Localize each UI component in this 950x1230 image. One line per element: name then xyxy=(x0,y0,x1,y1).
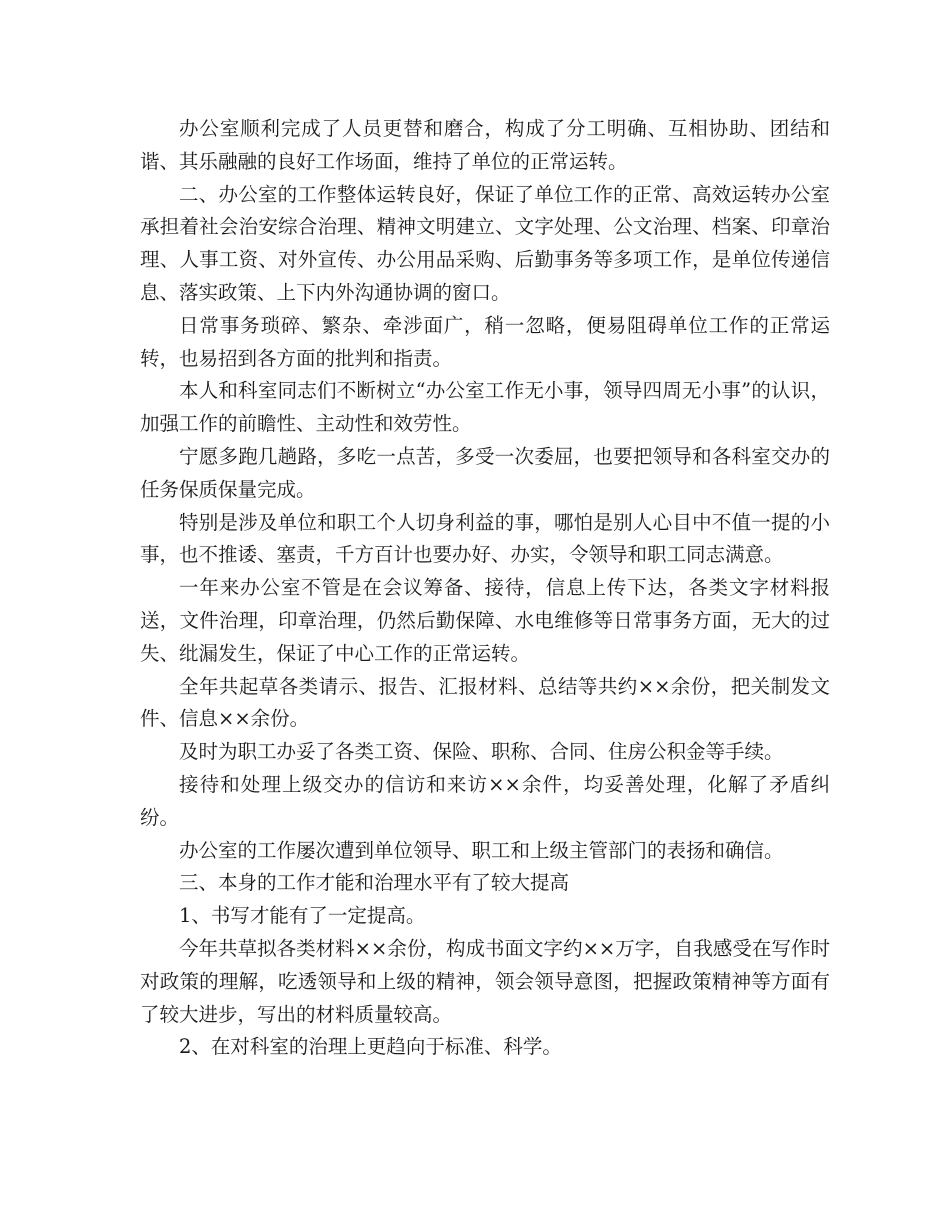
paragraph: 今年共草拟各类材料××余份，构成书面文字约××万字，自我感受在写作时对政策的理解，吃透领导和上级的精神，领会领导意图，把握政策精神等方面有了较大进步，写出的材料质量较高。 xyxy=(140,936,830,1026)
paragraph: 及时为职工办妥了各类工资、保险、职称、合同、住房公积金等手续。 xyxy=(179,740,784,764)
section-heading: 三、本身的工作才能和治理水平有了较大提高 xyxy=(179,871,570,895)
paragraph: 办公室的工作屡次遭到单位领导、职工和上级主管部门的表扬和确信。 xyxy=(179,838,784,862)
paragraph: 日常事务琐碎、繁杂、牵涉面广，稍一忽略，便易阻碍单位工作的正常运转，也易招到各方面的批判和指责。 xyxy=(140,313,830,370)
paragraph: 特别是涉及单位和职工个人切身利益的事，哪怕是别人心目中不值一提的小事，也不推诿、塞责，千方百计也要办好、办实，令领导和职工同志满意。 xyxy=(140,510,830,567)
paragraph: 一年来办公室不管是在会议筹备、接待，信息上传下达，各类文字材料报送，文件治理，印章治理，仍然后勤保障、水电维修等日常事务方面，无大的过失、纰漏发生，保证了中心工作的正常运转。 xyxy=(140,576,830,665)
paragraph: 宁愿多跑几趟路，多吃一点苦，多受一次委屈，也要把领导和各科室交办的任务保质保量完成。 xyxy=(140,444,830,501)
paragraph: 本人和科室同志们不断树立“办公室工作无小事，领导四周无小事”的认识，加强工作的前瞻性、主动性和效劳性。 xyxy=(140,379,830,436)
document-body xyxy=(140,113,830,1064)
paragraph: 办公室顺利完成了人员更替和磨合，构成了分工明确、互相协助、团结和谐、其乐融融的良好工作场面，维持了单位的正常运转。 xyxy=(140,117,830,173)
paragraph: 接待和处理上级交办的信访和来访××余件，均妥善处理，化解了矛盾纠纷。 xyxy=(140,772,830,829)
paragraph: 二、办公室的工作整体运转良好，保证了单位工作的正常、高效运转办公室承担着社会治安综合治理、精神文明建立、文字处理、公文治理、档案、印章治理、人事工资、对外宣传、办公用品采购、后勤事务等多项工作，是单位传递信息、落实政策、上下内外沟通协调的窗口。 xyxy=(140,182,830,304)
paragraph: 全年共起草各类请示、报告、汇报材料、总结等共约××余份，把关制发文件、信息××余份。 xyxy=(140,674,830,731)
subsection-heading: 2、在对科室的治理上更趋向于标准、科学。 xyxy=(179,1035,562,1059)
subsection-heading: 1、书写才能有了一定提高。 xyxy=(179,904,426,928)
